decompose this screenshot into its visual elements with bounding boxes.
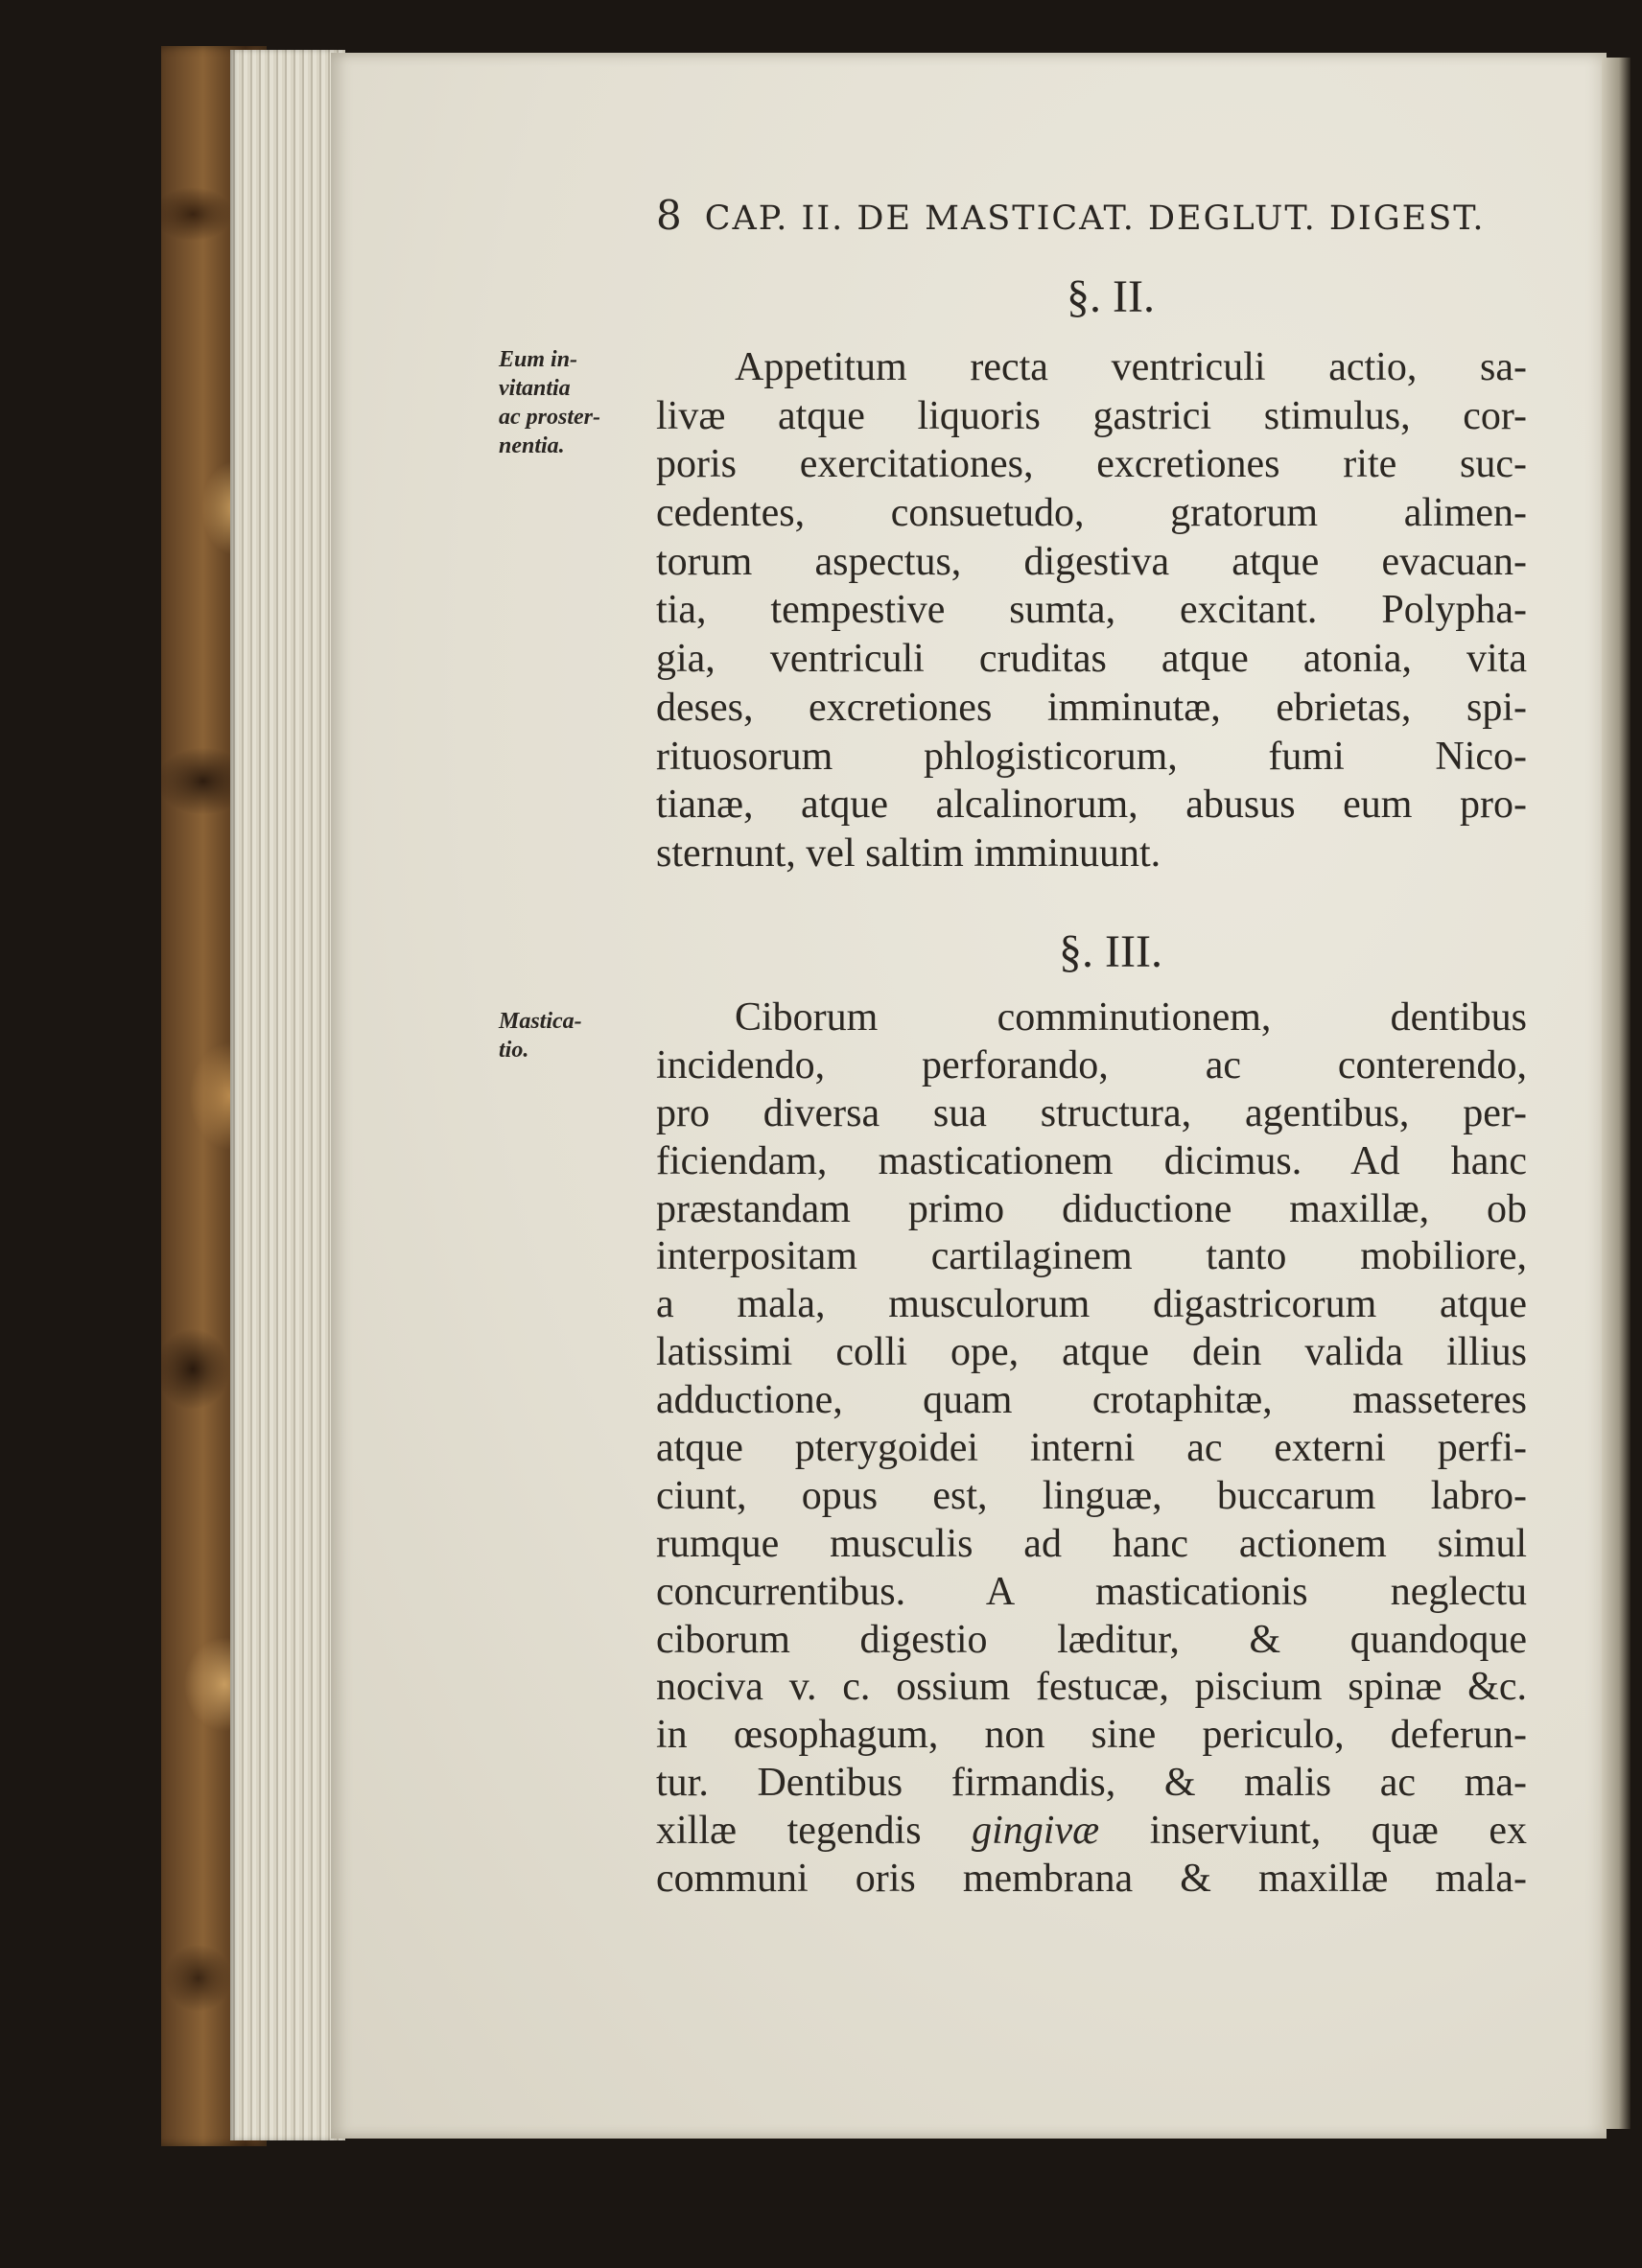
text-line: gia, ventriculi cruditas atque atonia, vita: [656, 637, 1527, 682]
text-line: interpositam cartilaginem tanto mobiliore,: [656, 1234, 1527, 1279]
text-line: tur. Dentibus firmandis, & malis ac ma-: [656, 1761, 1527, 1806]
margin-note-line: ac proster-: [499, 405, 600, 430]
text-line: atque pterygoidei interni ac externi perfi-: [656, 1426, 1527, 1471]
text-run: inserviunt, quæ ex: [1149, 1809, 1527, 1854]
text-line: concurrentibus. A masticationis neglectu: [656, 1569, 1527, 1614]
margin-note-ii: [499, 345, 643, 460]
section-heading-ii: §. II.: [1067, 271, 1155, 322]
text-line: ficiendam, masticationem dicimus. Ad hanc: [656, 1138, 1527, 1183]
margin-note-line: vitantia: [499, 376, 571, 401]
text-line: deses, excretiones imminutæ, ebrietas, spi-: [656, 685, 1527, 730]
text-line: tia, tempestive sumta, excitant. Polypha-: [656, 588, 1527, 633]
text-line: ciunt, opus est, linguæ, buccarum labro-: [656, 1473, 1527, 1518]
paragraph-ii: [656, 343, 1527, 878]
text-line: pro diversa sua structura, agentibus, per-: [656, 1090, 1527, 1135]
text-line: sternunt, vel saltim imminuunt.: [656, 830, 1161, 876]
text-line: incidendo, perforando, ac conterendo,: [656, 1042, 1527, 1087]
text-line: cedentes, consuetudo, gratorum alimen-: [656, 491, 1527, 536]
text-line: communi oris membrana & maxillæ mala-: [656, 1857, 1527, 1902]
text-line: rituosorum phlogisticorum, fumi Nico-: [656, 734, 1527, 779]
text-run: xillæ tegendis: [656, 1809, 922, 1854]
margin-note-iii: [499, 1007, 643, 1064]
text-line: torum aspectus, digestiva atque evacuan-: [656, 539, 1527, 584]
margin-note-line: nentia.: [499, 433, 565, 458]
margin-note-line: Eum in-: [499, 347, 578, 372]
text-line: poris exercitationes, excretiones rite suc-: [656, 442, 1527, 487]
text-line: in œsophagum, non sine periculo, deferun-: [656, 1713, 1527, 1758]
text-line: Appetitum recta ventriculi actio, sa-: [735, 345, 1527, 389]
text-line: rumque musculis ad hanc actionem simul: [656, 1521, 1527, 1566]
page-edges: [230, 50, 345, 2140]
page-gutter: [1602, 58, 1630, 2129]
text-line: a mala, musculorum digastricorum atque: [656, 1282, 1527, 1327]
running-head: [656, 192, 1486, 239]
page-number: 8: [656, 192, 684, 239]
margin-note-line: tio.: [499, 1038, 529, 1063]
margin-note-line: Mastica-: [499, 1009, 582, 1034]
text-line: præstandam primo diductione maxillæ, ob: [656, 1186, 1527, 1231]
text-line: tianæ, atque alcalinorum, abusus eum pro-: [656, 783, 1527, 828]
paragraph-iii: [656, 994, 1527, 1904]
text-line: Ciborum comminutionem, dentibus: [735, 995, 1527, 1040]
section-heading-iii: §. III.: [1059, 926, 1162, 977]
text-line: livæ atque liquoris gastrici stimulus, cor-: [656, 393, 1527, 438]
text-line: latissimi colli ope, atque dein valida illius: [656, 1330, 1527, 1375]
running-head-title: CAP. II. DE MASTICAT. DEGLUT. DIGEST.: [704, 199, 1486, 238]
text-line: nociva v. c. ossium festucæ, piscium spinæ &c.: [656, 1665, 1527, 1710]
text-line: ciborum digestio læditur, & quandoque: [656, 1617, 1527, 1662]
text-line: adductione, quam crotaphitæ, masseteres: [656, 1378, 1527, 1423]
text-line: [656, 1808, 1527, 1856]
text-run-italic: gingivæ: [972, 1809, 1100, 1854]
